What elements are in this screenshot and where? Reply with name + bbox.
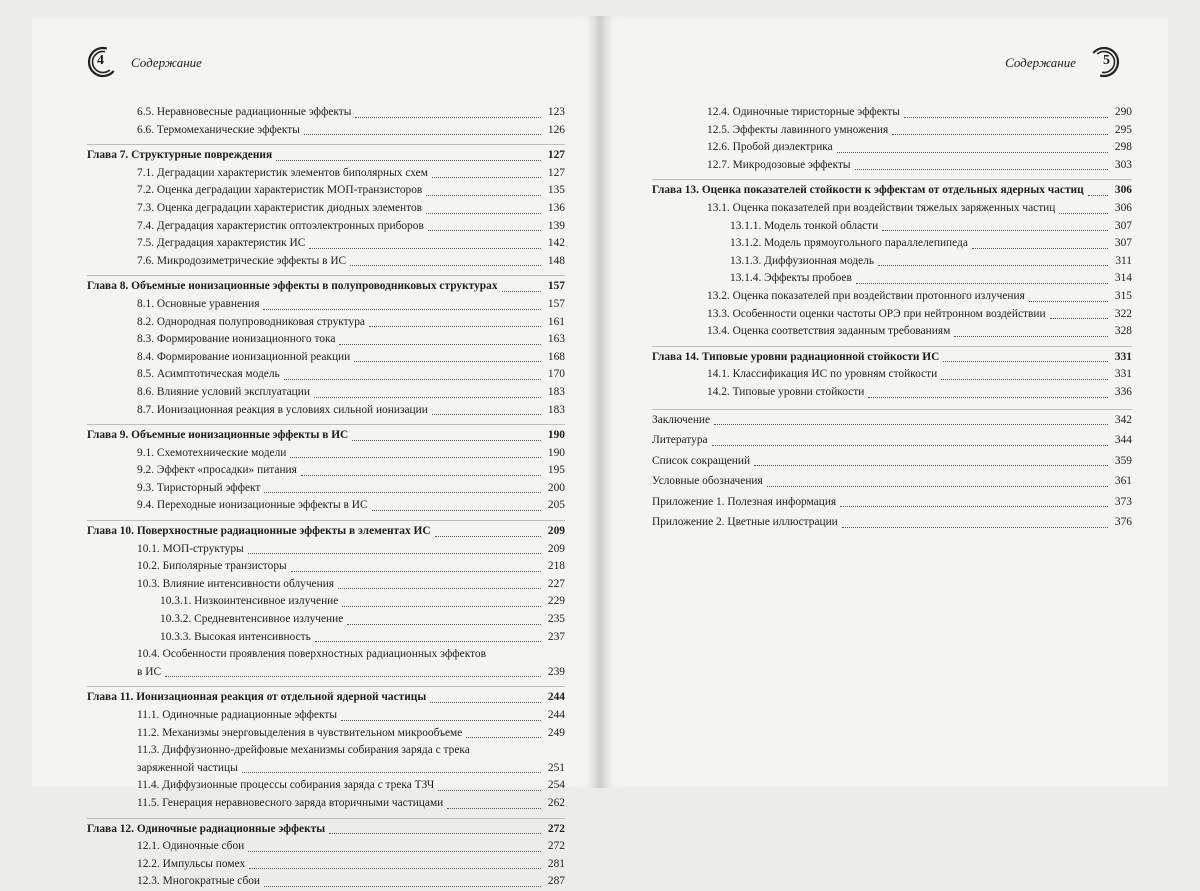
toc-entry — [87, 497, 565, 515]
toc-page-number: 328 — [1114, 325, 1132, 338]
toc-page-number: 139 — [547, 219, 565, 232]
toc-entry-title: 12.4. Одиночные тиристорные эффекты — [707, 106, 900, 118]
leader-dots — [329, 833, 541, 834]
toc-entry-title: 10.4. Особенности проявления поверхностных радиационных эффектов — [137, 648, 486, 661]
toc-page-number: 359 — [1114, 454, 1132, 467]
toc-entry-title: 13.1.1. Модель тонкой области — [730, 219, 879, 232]
toc-page-number: 336 — [1114, 385, 1132, 398]
toc-page-number: 142 — [547, 237, 565, 250]
toc-page-number: 227 — [547, 577, 565, 590]
toc-page-number: 163 — [547, 333, 565, 346]
toc-entry-title: Глава 14. Типовые уровни радиационной стойкости ИС — [652, 350, 940, 363]
toc-page-number: 314 — [1114, 272, 1132, 285]
toc-page-number: 307 — [1114, 219, 1132, 232]
toc-entry-title: Глава 7. Структурные повреждения — [87, 149, 273, 162]
toc-page-number: 287 — [547, 875, 565, 888]
toc-page-number: 254 — [547, 779, 565, 792]
toc-entry — [652, 157, 1132, 175]
toc-page-number: 190 — [547, 429, 565, 442]
toc-page-number: 272 — [547, 840, 565, 853]
toc-page-number: 373 — [1114, 495, 1132, 508]
leader-dots — [855, 169, 1108, 170]
leader-dots — [432, 177, 541, 178]
toc-page-number: 123 — [547, 106, 565, 118]
toc-entry — [87, 235, 565, 253]
toc-entry-title: 13.1.3. Диффузионная модель — [730, 254, 875, 267]
leader-dots — [868, 397, 1108, 398]
toc-page-number: 244 — [547, 709, 565, 721]
toc-entry — [652, 453, 1132, 471]
toc-entry — [652, 235, 1132, 253]
toc-page-number: 244 — [547, 691, 565, 704]
toc-entry — [652, 409, 1132, 430]
toc-entry-title: 13.1.4. Эффекты пробоев — [730, 272, 852, 285]
toc-entry — [87, 384, 565, 402]
toc-page-number: 306 — [1114, 184, 1132, 197]
leader-dots — [347, 624, 541, 625]
toc-entry — [87, 402, 565, 420]
leader-dots — [435, 536, 541, 537]
toc-entry-title: 6.6. Термомеханические эффекты — [137, 123, 300, 136]
toc-entry-title: 14.2. Типовые уровни стойкости — [707, 385, 865, 398]
toc-entry — [87, 104, 565, 122]
leader-dots — [842, 527, 1108, 528]
toc-entry — [87, 611, 565, 629]
toc-entry-title: 12.1. Одиночные сбои — [137, 840, 245, 853]
toc-entry — [652, 253, 1132, 271]
leader-dots — [941, 379, 1108, 380]
toc-entry-title: Приложение 1. Полезная информация — [652, 495, 837, 508]
toc-entry-title: 7.5. Деградация характеристик ИС — [137, 237, 306, 250]
toc-page-number: 331 — [1114, 368, 1132, 381]
leader-dots — [904, 117, 1108, 118]
leader-dots — [242, 772, 541, 773]
toc-page-number: 200 — [547, 481, 565, 494]
toc-entry-title: 13.3. Особенности оценки частоты ОРЭ при нейтронном воздействии — [707, 307, 1046, 320]
toc-entry — [87, 558, 565, 576]
toc-entry-title: Глава 9. Объемные ионизационные эффекты в ИС — [87, 429, 349, 442]
toc-entry — [87, 742, 565, 777]
leader-dots — [355, 117, 541, 118]
toc-page-number: 161 — [547, 315, 565, 328]
page-number: 4 — [97, 53, 104, 68]
toc-entry-title: 7.1. Деградации характеристик элементов биполярных схем — [137, 166, 428, 179]
leader-dots — [372, 510, 541, 511]
leader-dots — [314, 397, 541, 398]
leader-dots — [426, 213, 541, 214]
right-page — [602, 16, 1168, 788]
toc-entry — [652, 323, 1132, 341]
toc-entry-title: Глава 12. Одиночные радиационные эффекты — [87, 822, 326, 835]
toc-entry — [652, 514, 1132, 532]
toc-entry-title: 12.6. Пробой диэлектрика — [707, 141, 833, 154]
leader-dots — [249, 868, 541, 869]
leader-dots — [264, 886, 541, 887]
toc-entry-title: Глава 11. Ионизационная реакция от отдельной ядерной частицы — [87, 691, 427, 704]
toc-page-number: 295 — [1114, 123, 1132, 136]
toc-entry-title: 7.6. Микродозиметрические эффекты в ИС — [137, 254, 347, 267]
toc-page-number: 127 — [547, 166, 565, 179]
toc-entry-title: заряженной частицы — [137, 761, 238, 774]
toc-page-number: 251 — [547, 761, 565, 774]
toc-entry-title: 12.7. Микродозовые эффекты — [707, 158, 851, 171]
toc-entry — [87, 366, 565, 384]
toc-page-number: 303 — [1114, 158, 1132, 171]
leader-dots — [350, 265, 541, 266]
toc-entry — [87, 218, 565, 236]
toc-entry-title: Глава 8. Объемные ионизационные эффекты в полупроводниковых структурах — [87, 280, 498, 293]
leader-dots — [315, 641, 541, 642]
leader-dots — [943, 361, 1108, 362]
leader-dots — [339, 344, 541, 345]
toc-entry-title: 9.4. Переходные ионизационные эффекты в ИС — [137, 499, 368, 512]
leader-dots — [354, 361, 541, 362]
toc-entry — [87, 541, 565, 559]
toc-entry-title: 13.1.2. Модель прямоугольного параллелепипеда — [730, 237, 968, 250]
toc-entry-title: 7.3. Оценка деградации характеристик диодных элементов — [137, 201, 423, 214]
toc-page-number: 148 — [547, 254, 565, 267]
toc-entry-title: в ИС — [137, 665, 162, 678]
toc-entry — [87, 349, 565, 367]
toc-entry-title: 12.2. Импульсы помех — [137, 857, 246, 870]
toc-entry-title: 10.3. Влияние интенсивности облучения — [137, 577, 335, 590]
toc-page-number: 311 — [1115, 254, 1132, 267]
toc-page-number: 229 — [547, 595, 565, 608]
toc-entry-title: 8.1. Основные уравнения — [137, 297, 260, 310]
toc-entry — [87, 182, 565, 200]
toc-list — [87, 104, 565, 891]
toc-chapter — [87, 424, 565, 445]
toc-page-number: 170 — [547, 368, 565, 381]
toc-entry — [87, 873, 565, 891]
leader-dots — [301, 475, 541, 476]
toc-entry — [652, 473, 1132, 491]
toc-chapter — [87, 520, 565, 541]
toc-entry-title: Глава 10. Поверхностные радиационные эффекты в элементах ИС — [87, 525, 431, 538]
leader-dots — [309, 248, 541, 249]
toc-entry — [652, 270, 1132, 288]
toc-entry — [87, 122, 565, 140]
toc-chapter — [652, 179, 1132, 200]
leader-dots — [1088, 195, 1108, 196]
toc-entry — [87, 165, 565, 183]
toc-entry — [87, 314, 565, 332]
toc-entry — [652, 122, 1132, 140]
toc-entry-title: Приложение 2. Цветные иллюстрации — [652, 516, 838, 529]
leader-dots — [276, 160, 541, 161]
toc-page-number: 281 — [547, 857, 565, 870]
running-head: Содержание — [1005, 55, 1076, 70]
toc-entry-title: 11.4. Диффузионные процессы собирания заряда с трека ТЗЧ — [137, 779, 435, 792]
toc-entry — [652, 200, 1132, 218]
toc-page-number: 135 — [547, 184, 565, 197]
leader-dots — [767, 486, 1108, 487]
toc-entry — [87, 725, 565, 743]
toc-entry — [87, 777, 565, 795]
leader-dots — [342, 606, 541, 607]
leader-dots — [972, 248, 1108, 249]
toc-entry-title: 11.5. Генерация неравновесного заряда вторичными частицами — [137, 796, 444, 809]
toc-entry-title: 10.3.3. Высокая интенсивность — [160, 630, 311, 643]
toc-entry — [87, 593, 565, 611]
toc-entry — [87, 296, 565, 314]
leader-dots — [426, 195, 541, 196]
leader-dots — [263, 309, 541, 310]
toc-entry-title: 8.2. Однородная полупроводниковая структура — [137, 315, 365, 328]
toc-page-number: 183 — [547, 403, 565, 416]
toc-entry — [87, 253, 565, 271]
toc-entry-title: 8.6. Влияние условий эксплуатации — [137, 385, 310, 398]
leader-dots — [430, 702, 541, 703]
toc-page-number: 237 — [547, 630, 565, 643]
toc-entry — [652, 384, 1132, 402]
toc-page-number: 322 — [1114, 307, 1132, 320]
toc-entry-title: 11.2. Механизмы энерговыделения в чувствительном микрообъеме — [137, 726, 463, 739]
toc-entry-title: 10.3.2. Средневнтенсивное излучение — [160, 613, 344, 626]
leader-dots — [304, 134, 541, 135]
toc-entry — [652, 288, 1132, 306]
leader-dots — [369, 326, 541, 327]
toc-entry-title: 14.1. Классификация ИС по уровням стойкости — [707, 368, 938, 381]
toc-entry — [87, 646, 565, 681]
toc-chapter — [652, 346, 1132, 367]
toc-entry-title: 9.1. Схемотехнические модели — [137, 446, 287, 459]
toc-entry-title: 13.2. Оценка показателей при воздействии протонного излучения — [707, 289, 1025, 302]
toc-chapter — [87, 144, 565, 165]
toc-page-number: 344 — [1114, 434, 1132, 447]
leader-dots — [248, 553, 541, 554]
toc-entry — [87, 445, 565, 463]
toc-chapter — [87, 818, 565, 839]
toc-list — [652, 104, 1132, 532]
toc-entry-title: 9.3. Тиристорный эффект — [137, 481, 261, 494]
toc-page-number: 168 — [547, 350, 565, 363]
toc-page-number: 298 — [1114, 141, 1132, 154]
toc-entry — [87, 856, 565, 874]
toc-entry — [87, 480, 565, 498]
toc-page-number: 126 — [547, 123, 565, 136]
toc-entry — [652, 139, 1132, 157]
toc-entry-title: 9.2. Эффект «просадки» питания — [137, 464, 297, 477]
toc-entry — [652, 306, 1132, 324]
toc-entry-title: 10.1. МОП-структуры — [137, 542, 244, 555]
left-page — [32, 16, 598, 888]
toc-page-number: 290 — [1114, 106, 1132, 118]
toc-page-number: 262 — [547, 796, 565, 809]
page-number: 5 — [1103, 53, 1110, 68]
leader-dots — [1050, 318, 1108, 319]
toc-page-number: 315 — [1114, 289, 1132, 302]
toc-page-number: 127 — [547, 149, 565, 162]
toc-entry-title: 10.2. Биполярные транзисторы — [137, 560, 287, 573]
leader-dots — [291, 571, 541, 572]
leader-dots — [840, 506, 1108, 507]
leader-dots — [338, 588, 541, 589]
toc-entry-title: 13.1. Оценка показателей при воздействии тяжелых заряженных частиц — [707, 201, 1056, 214]
toc-page-number: 209 — [547, 525, 565, 538]
toc-entry — [87, 462, 565, 480]
toc-entry-title: Заключение — [652, 413, 711, 426]
toc-entry-title: 7.4. Деградация характеристик оптоэлектронных приборов — [137, 219, 424, 232]
leader-dots — [1029, 301, 1108, 302]
toc-page-number: 209 — [547, 542, 565, 555]
toc-entry — [87, 838, 565, 856]
leader-dots — [284, 379, 541, 380]
toc-entry-title: Условные обозначения — [652, 475, 763, 488]
toc-entry-title: Список сокращений — [652, 454, 751, 467]
toc-page-number: 235 — [547, 613, 565, 626]
toc-entry — [652, 366, 1132, 384]
toc-page-number: 218 — [547, 560, 565, 573]
toc-page-number: 331 — [1114, 350, 1132, 363]
leader-dots — [754, 465, 1108, 466]
toc-page-number: 136 — [547, 201, 565, 214]
leader-dots — [954, 336, 1108, 337]
leader-dots — [264, 492, 541, 493]
toc-entry — [652, 432, 1132, 450]
running-head: Содержание — [131, 55, 202, 70]
toc-page-number: 306 — [1114, 201, 1132, 214]
leader-dots — [447, 808, 541, 809]
toc-page-number: 376 — [1114, 516, 1132, 529]
toc-entry-title: 11.1. Одиночные радиационные эффекты — [137, 709, 337, 721]
toc-entry-title: 7.2. Оценка деградации характеристик МОП-транзисторов — [137, 184, 423, 197]
leader-dots — [352, 440, 541, 441]
leader-dots — [878, 265, 1108, 266]
toc-entry-title: 12.3. Многократные сбои — [137, 875, 261, 888]
toc-page-number: 272 — [547, 822, 565, 835]
toc-entry — [87, 576, 565, 594]
toc-entry-title: 8.3. Формирование ионизационного тока — [137, 333, 336, 346]
leader-dots — [712, 445, 1108, 446]
toc-entry — [87, 200, 565, 218]
toc-entry-title: 13.4. Оценка соответствия заданным требованиям — [707, 325, 951, 338]
leader-dots — [502, 291, 541, 292]
toc-entry-title: 8.7. Ионизационная реакция в условиях сильной ионизации — [137, 403, 428, 416]
leader-dots — [248, 851, 541, 852]
toc-page-number: 361 — [1114, 475, 1132, 488]
toc-entry — [652, 494, 1132, 512]
toc-entry — [87, 629, 565, 647]
toc-entry-title: Глава 13. Оценка показателей стойкости к эффектам от отдельных ядерных частиц — [652, 184, 1084, 197]
toc-entry-title: 11.3. Диффузионно-дрейфовые механизмы собирания заряда с трека — [137, 744, 470, 757]
leader-dots — [882, 230, 1108, 231]
toc-entry — [87, 707, 565, 725]
toc-entry-title: 8.4. Формирование ионизационной реакции — [137, 350, 351, 363]
toc-entry — [652, 218, 1132, 236]
toc-entry-title: 8.5. Асимптотическая модель — [137, 368, 280, 381]
leader-dots — [714, 424, 1108, 425]
leader-dots — [432, 414, 541, 415]
leader-dots — [341, 720, 541, 721]
leader-dots — [428, 230, 541, 231]
toc-entry-title: 12.5. Эффекты лавинного умножения — [707, 123, 889, 136]
toc-entry-title: 10.3.1. Низкоинтенсивное излучение — [160, 595, 339, 608]
toc-entry — [87, 795, 565, 813]
leader-dots — [1059, 213, 1108, 214]
leader-dots — [290, 457, 541, 458]
toc-entry-title: 6.5. Неравновесные радиационные эффекты — [137, 106, 352, 118]
toc-page-number: 205 — [547, 499, 565, 512]
toc-page-number: 195 — [547, 464, 565, 477]
toc-page-number: 239 — [547, 665, 565, 678]
toc-page-number: 342 — [1114, 413, 1132, 426]
toc-page-number: 249 — [547, 726, 565, 739]
toc-entry-title: Литература — [652, 434, 708, 447]
leader-dots — [856, 283, 1108, 284]
toc-page-number: 190 — [547, 446, 565, 459]
leader-dots — [837, 152, 1108, 153]
toc-page-number: 157 — [547, 297, 565, 310]
leader-dots — [466, 737, 541, 738]
toc-chapter — [87, 275, 565, 296]
toc-page-number: 307 — [1114, 237, 1132, 250]
toc-page-number: 183 — [547, 385, 565, 398]
toc-entry — [652, 104, 1132, 122]
toc-chapter — [87, 686, 565, 707]
leader-dots — [165, 676, 541, 677]
leader-dots — [892, 134, 1108, 135]
leader-dots — [438, 790, 541, 791]
toc-page-number: 157 — [547, 280, 565, 293]
toc-entry — [87, 331, 565, 349]
